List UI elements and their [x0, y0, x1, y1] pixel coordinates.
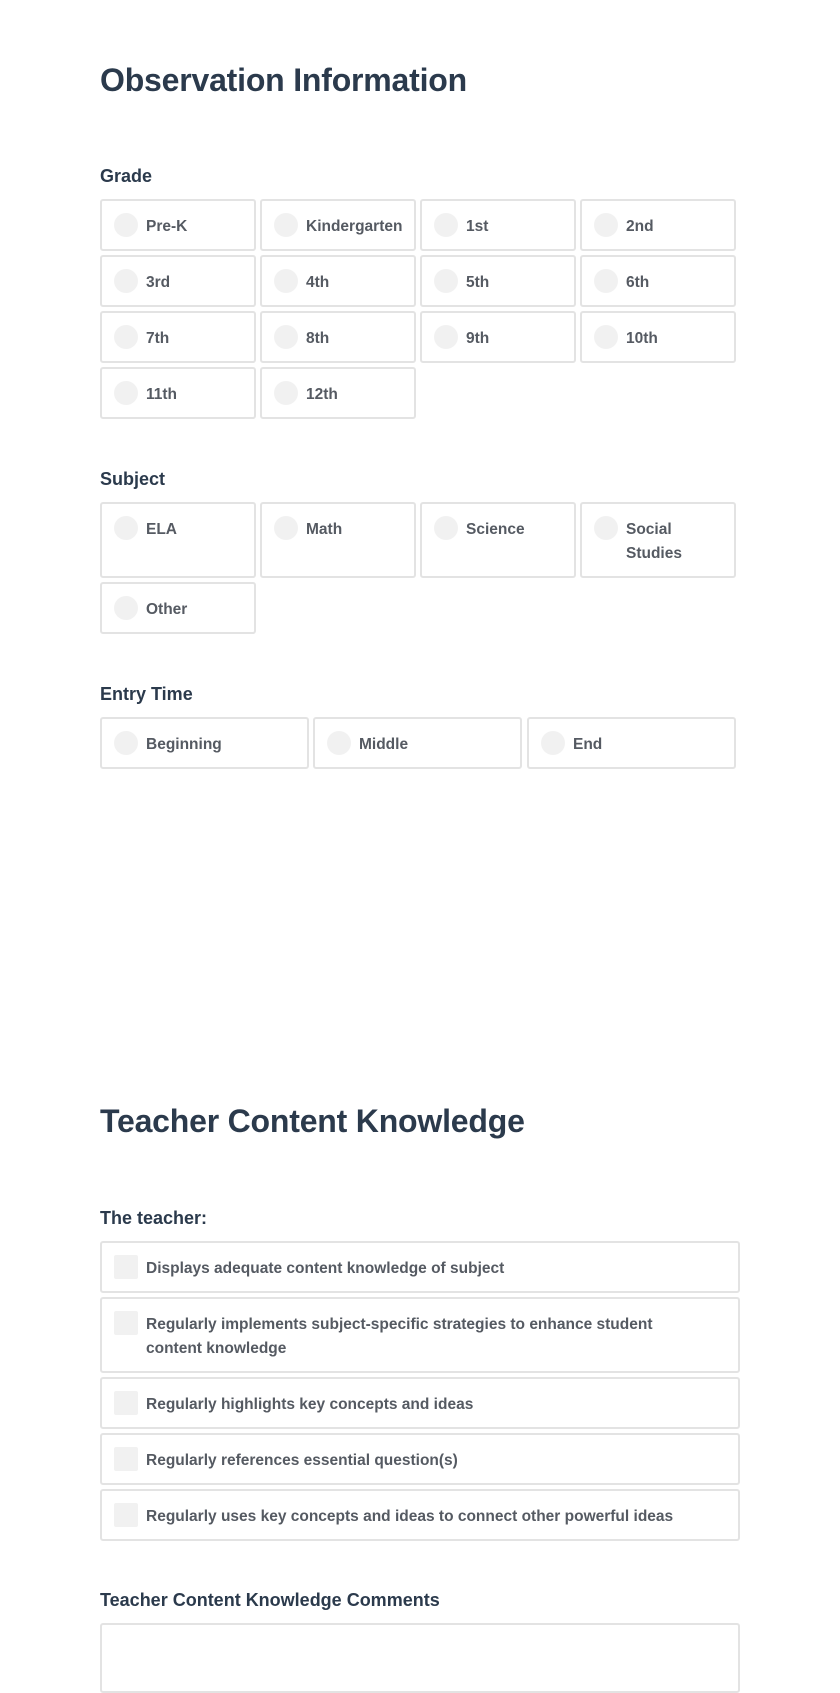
checkbox-icon[interactable]	[114, 1447, 138, 1471]
subject-option-label: Other	[146, 601, 188, 618]
grade-option-label: Pre-K	[146, 218, 188, 235]
radio-circle-icon[interactable]	[114, 516, 138, 540]
comments-textarea[interactable]	[100, 1623, 740, 1693]
grade-option-label: 12th	[306, 386, 338, 403]
entry-time-option-beginning[interactable]	[100, 717, 309, 769]
radio-circle-icon[interactable]	[114, 213, 138, 237]
teacher-content-knowledge-heading: Teacher Content Knowledge	[100, 1103, 525, 1139]
radio-circle-icon[interactable]	[114, 325, 138, 349]
grade-option-6th[interactable]	[580, 255, 736, 307]
grade-option-label: 4th	[306, 274, 330, 291]
grade-option-pre-k[interactable]	[100, 199, 256, 251]
grade-label: Grade	[100, 166, 153, 186]
the-teacher-label: The teacher:	[100, 1208, 208, 1228]
radio-circle-icon[interactable]	[594, 325, 618, 349]
subject-option-label: Science	[466, 521, 525, 538]
radio-circle-icon[interactable]	[594, 516, 618, 540]
grade-option-label: 11th	[146, 386, 178, 403]
entry-time-label: Entry Time	[100, 684, 193, 704]
radio-circle-icon[interactable]	[434, 213, 458, 237]
observation-information-heading: Observation Information	[100, 62, 467, 98]
radio-circle-icon[interactable]	[434, 269, 458, 293]
subject-option-math[interactable]	[260, 502, 416, 578]
grade-option-7th[interactable]	[100, 311, 256, 363]
entry-time-option-label: End	[573, 736, 603, 753]
subject-label: Subject	[100, 469, 166, 489]
checkbox-item-label: Regularly implements subject-specific strategies to enhance student content knowledge	[146, 1316, 653, 1357]
grade-option-label: 1st	[466, 218, 489, 235]
grade-option-1st[interactable]	[420, 199, 576, 251]
subject-option-label: Social Studies	[626, 521, 682, 562]
subject-option-ela[interactable]	[100, 502, 256, 578]
entry-time-option-label: Middle	[359, 736, 409, 753]
radio-circle-icon[interactable]	[434, 516, 458, 540]
radio-circle-icon[interactable]	[274, 213, 298, 237]
grade-option-label: Kindergarten	[306, 218, 403, 235]
checkbox-item-label: Displays adequate content knowledge of subject	[146, 1260, 505, 1277]
grade-option-12th[interactable]	[260, 367, 416, 419]
entry-time-option-end[interactable]	[527, 717, 736, 769]
radio-circle-icon[interactable]	[274, 516, 298, 540]
radio-circle-icon[interactable]	[327, 731, 351, 755]
teacher-checkbox-item[interactable]	[100, 1377, 740, 1429]
grade-option-8th[interactable]	[260, 311, 416, 363]
grade-option-label: 8th	[306, 330, 330, 347]
checkbox-icon[interactable]	[114, 1311, 138, 1335]
teacher-checkbox-item[interactable]	[100, 1297, 740, 1373]
checkbox-icon[interactable]	[114, 1391, 138, 1415]
grade-option-4th[interactable]	[260, 255, 416, 307]
subject-option-science[interactable]	[420, 502, 576, 578]
teacher-checkbox-item[interactable]	[100, 1241, 740, 1293]
entry-time-option-middle[interactable]	[313, 717, 522, 769]
radio-circle-icon[interactable]	[274, 381, 298, 405]
grade-option-label: 5th	[466, 274, 490, 291]
checkbox-icon[interactable]	[114, 1255, 138, 1279]
radio-circle-icon[interactable]	[114, 731, 138, 755]
checkbox-icon[interactable]	[114, 1503, 138, 1527]
radio-circle-icon[interactable]	[274, 269, 298, 293]
radio-circle-icon[interactable]	[274, 325, 298, 349]
teacher-checkbox-item[interactable]	[100, 1489, 740, 1541]
entry-time-option-label: Beginning	[146, 736, 222, 753]
grade-option-label: 2nd	[626, 218, 654, 235]
grade-option-kindergarten[interactable]	[260, 199, 416, 251]
grade-option-label: 3rd	[146, 274, 171, 291]
comments-label: Teacher Content Knowledge Comments	[100, 1590, 440, 1610]
grade-option-2nd[interactable]	[580, 199, 736, 251]
subject-option-other[interactable]	[100, 582, 256, 634]
radio-circle-icon[interactable]	[541, 731, 565, 755]
grade-option-9th[interactable]	[420, 311, 576, 363]
teacher-checkbox-item[interactable]	[100, 1433, 740, 1485]
grade-option-5th[interactable]	[420, 255, 576, 307]
subject-option-label: Math	[306, 521, 343, 538]
checkbox-item-label: Regularly highlights key concepts and ideas	[146, 1396, 474, 1413]
grade-option-label: 9th	[466, 330, 490, 347]
grade-option-label: 6th	[626, 274, 650, 291]
radio-circle-icon[interactable]	[594, 213, 618, 237]
subject-option-label: ELA	[146, 521, 177, 538]
grade-option-11th[interactable]	[100, 367, 256, 419]
subject-option-social-studies[interactable]	[580, 502, 736, 578]
radio-circle-icon[interactable]	[594, 269, 618, 293]
checkbox-item-label: Regularly references essential question(s)	[146, 1452, 458, 1469]
radio-circle-icon[interactable]	[434, 325, 458, 349]
grade-option-10th[interactable]	[580, 311, 736, 363]
grade-option-label: 7th	[146, 330, 170, 347]
radio-circle-icon[interactable]	[114, 269, 138, 293]
checkbox-item-label: Regularly uses key concepts and ideas to connect other powerful ideas	[146, 1508, 674, 1525]
grade-option-label: 10th	[626, 330, 658, 347]
radio-circle-icon[interactable]	[114, 596, 138, 620]
grade-option-3rd[interactable]	[100, 255, 256, 307]
radio-circle-icon[interactable]	[114, 381, 138, 405]
